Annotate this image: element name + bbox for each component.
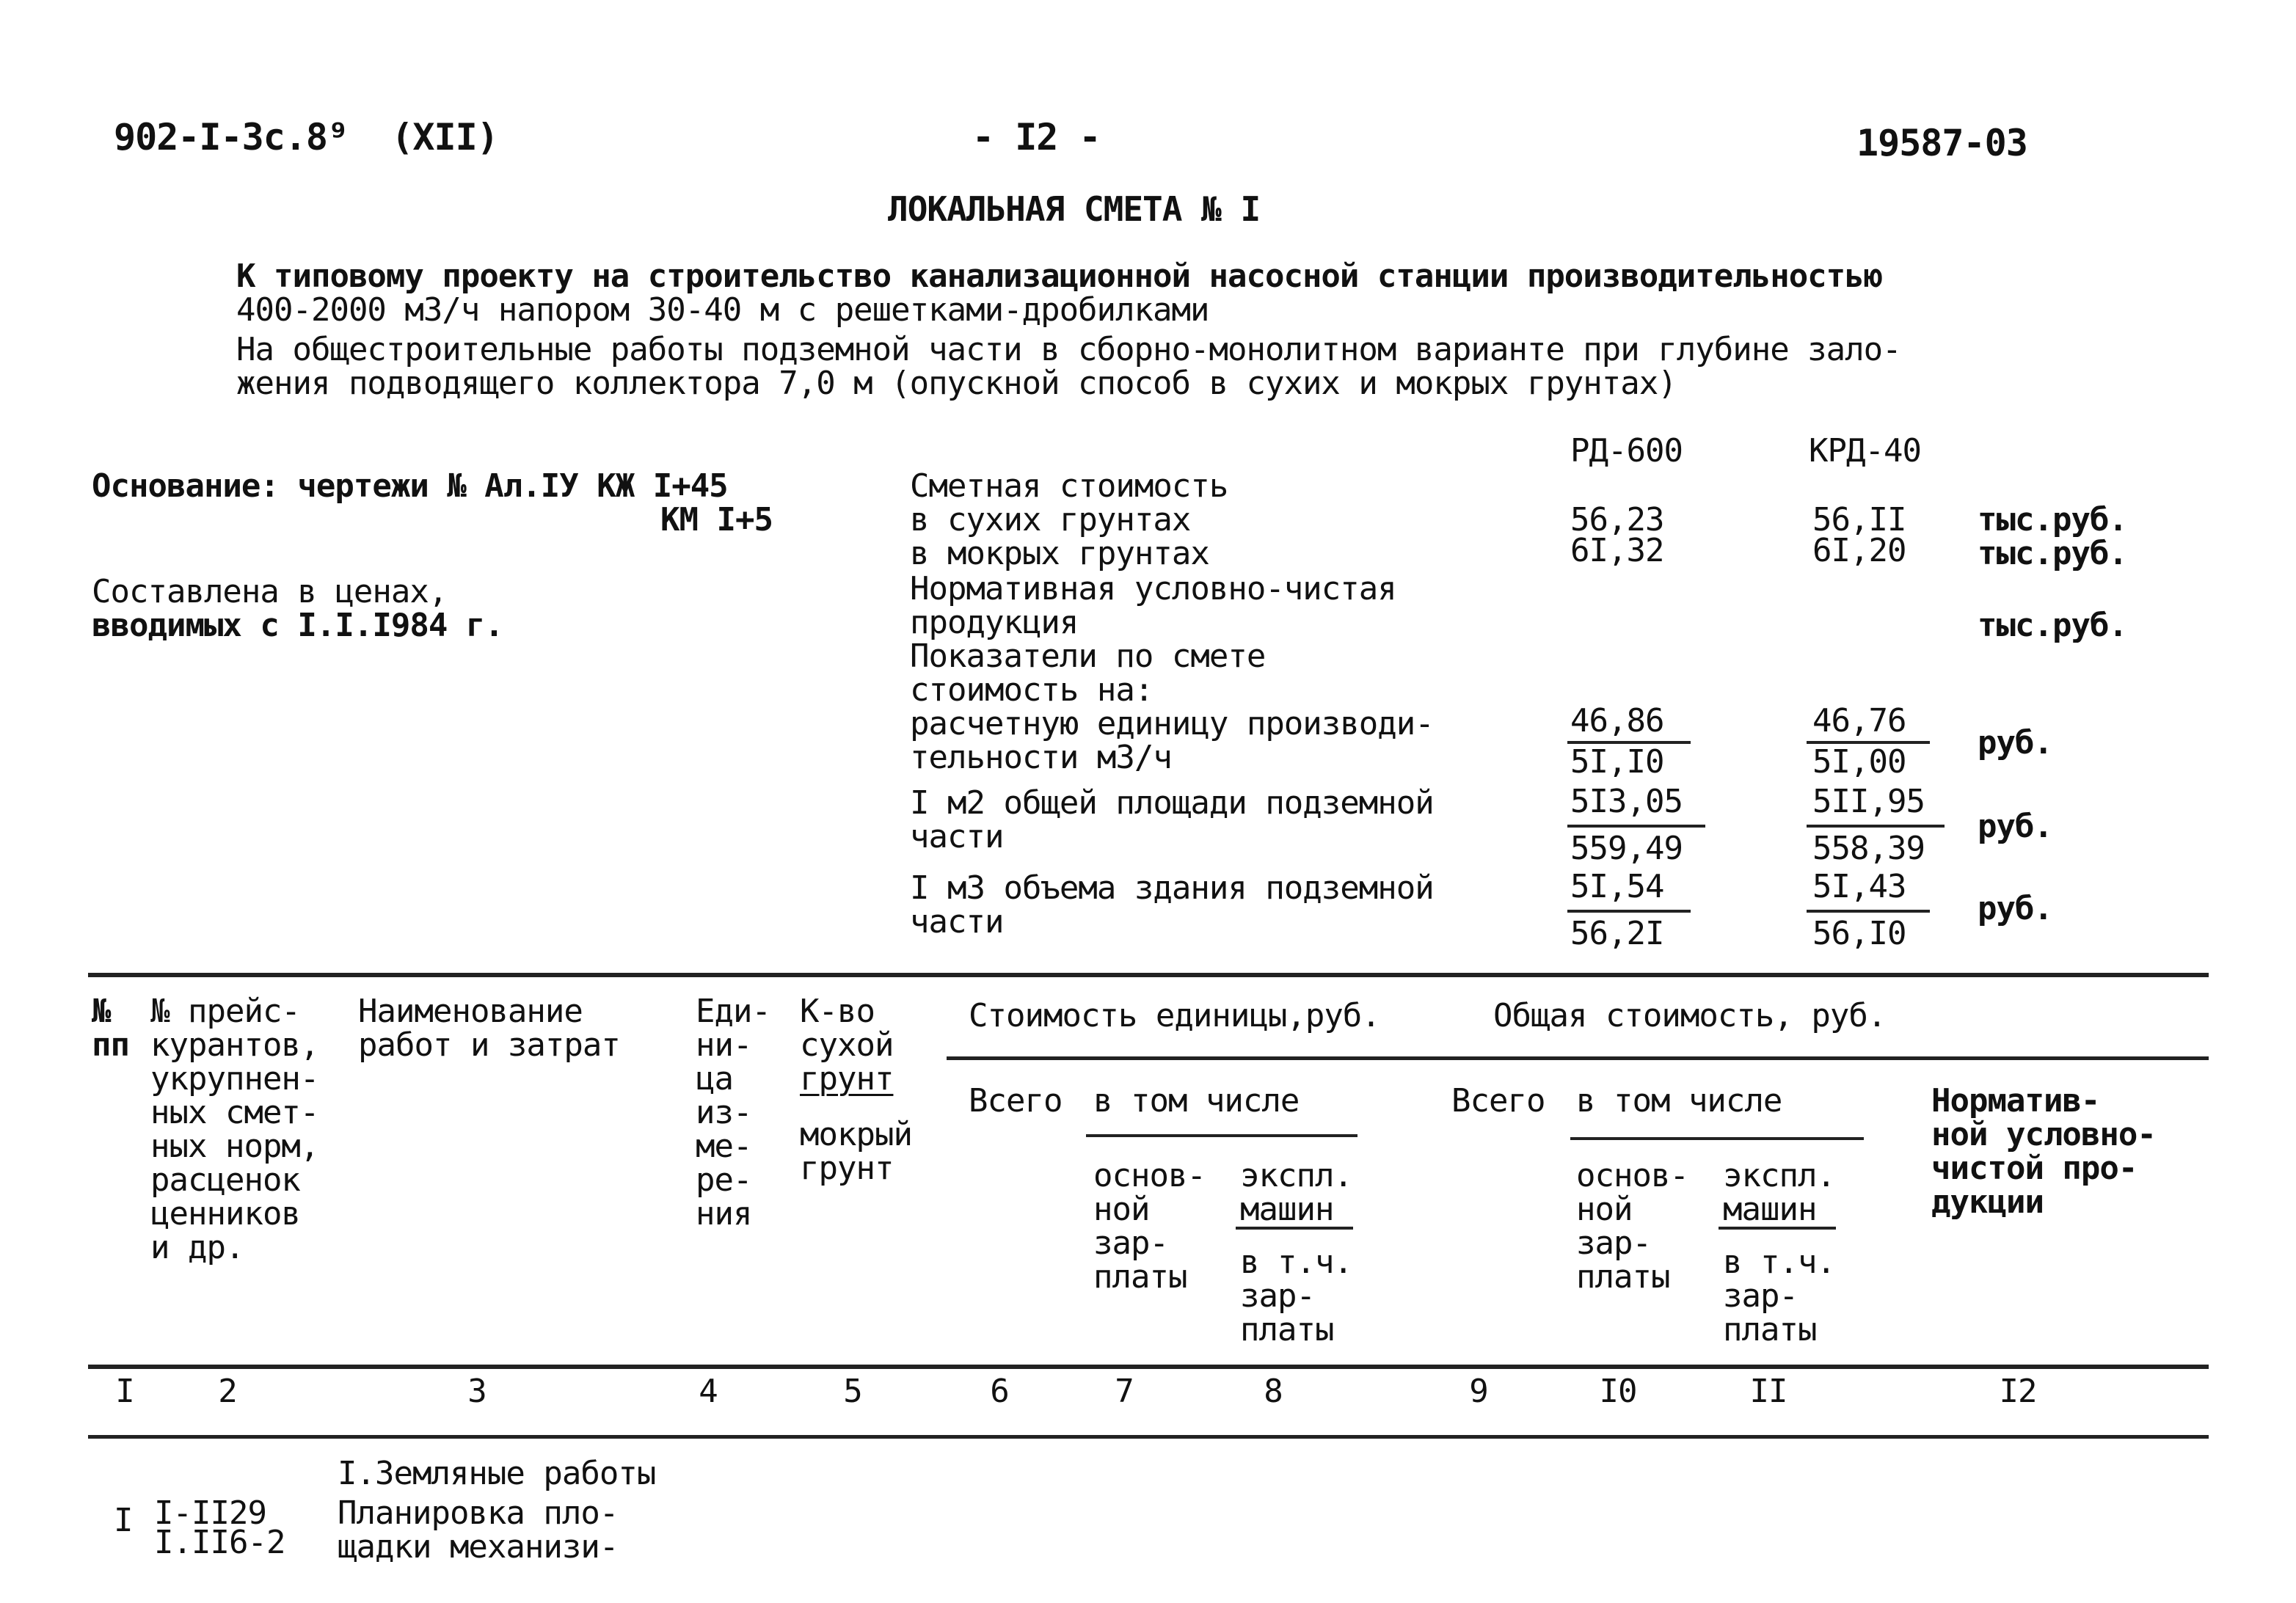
page-title: ЛОКАЛЬНАЯ СМЕТА № I [888,189,1261,229]
intro-line-2: 400-2000 м3/ч напором 30-40 м с решетками-дробилками [236,291,1209,329]
perf-rd-bottom: 5I,I0 [1570,743,1664,781]
norm-unit: тыс.руб. [1978,607,2127,644]
perf-krd-bottom: 5I,00 [1812,743,1906,781]
wet-soil-label: в мокрых грунтах [910,535,1209,572]
dry-unit: тыс.руб. [1978,501,2127,538]
page-number: - I2 - [972,116,1101,158]
header-unit-total: Всего [969,1082,1063,1120]
area-rd-bottom: 559,49 [1570,830,1683,867]
row-1-name-2: щадки механизи- [338,1528,619,1566]
perf-krd-top: 46,76 [1812,702,1906,740]
perf-unit: руб. [1978,724,2052,762]
header-unit-wages: основ- ной зар- платы [1093,1157,1206,1296]
volume-rd-bottom: 56,2I [1570,915,1664,952]
header-total-cost: Общая стоимость, руб. [1493,997,1887,1034]
header-unit: Еди- ни- ца из- ме- ре- ния [696,993,770,1233]
estimated-cost-label: Сметная стоимость [910,467,1228,505]
wet-krd-value: 6I,20 [1812,532,1906,569]
volume-krd-top: 5I,43 [1812,868,1906,905]
wet-unit: тыс.руб. [1978,535,2127,572]
volume-unit: руб. [1978,890,2052,927]
col-number-11: II [1749,1373,1787,1410]
header-work-name: Наименование работ и затрат [358,993,620,1064]
header-norm-production: Норматив- ной условно- чистой про- дукции [1931,1082,2156,1221]
basis-line-1: Основание: чертежи № Ал.IУ КЖ I+45 [92,467,728,505]
header-quantity: К-во сухой [800,993,894,1064]
header-quantity-dry: грунт [800,1060,894,1098]
area-label-1: I м2 общей площади подземной [910,784,1434,822]
header-total-machines-wages: в т.ч. зар- платы [1723,1244,1835,1348]
prices-line-1: Составлена в ценах, [92,573,448,610]
area-krd-bottom: 558,39 [1812,830,1925,867]
perf-label-1: расчетную единицу производи- [910,705,1434,742]
intro-line-4: жения подводящего коллектора 7,0 м (опускной способ в сухих и мокрых грунтах) [236,365,1677,402]
volume-krd-bottom: 56,I0 [1812,915,1906,952]
area-unit: руб. [1978,808,2052,845]
row-1-name-1: Планировка пло- [338,1494,619,1532]
row-1-number: I [114,1502,133,1539]
col-number-9: 9 [1469,1373,1488,1410]
dry-soil-label: в сухих грунтах [910,501,1191,538]
header-item-number: № пп [92,993,129,1064]
header-total-total: Всего [1451,1082,1545,1120]
col-number-6: 6 [990,1373,1009,1410]
header-total-machines: экспл. машин [1723,1157,1835,1228]
cost-group-rule [947,1056,2209,1060]
section-title: I.Земляные работы [338,1455,656,1492]
col-number-1: I [115,1373,134,1410]
dry-rd-value: 56,23 [1570,501,1664,538]
col-number-2: 2 [218,1373,237,1410]
volume-rd-top: 5I,54 [1570,868,1664,905]
column-krd-40: КРД-40 [1809,432,1921,470]
area-krd-top: 5II,95 [1812,783,1925,820]
norm-label-1: Нормативная условно-чистая [910,570,1396,607]
header-unit-including: в том числе [1093,1082,1300,1120]
header-quantity-wet: мокрый грунт [800,1116,912,1187]
header-total-including: в том числе [1576,1082,1782,1120]
dry-krd-value: 56,II [1812,501,1906,538]
col-number-12: I2 [1999,1373,2037,1410]
col-number-5: 5 [843,1373,862,1410]
volume-label-2: части [910,903,1004,941]
prices-line-2: вводимых с I.I.I984 г. [92,607,503,644]
indicators-label-2: стоимость на: [910,671,1154,709]
header-unit-machines-wages: в т.ч. зар- платы [1240,1244,1352,1348]
area-rd-top: 5I3,05 [1570,783,1683,820]
header-price-list: № прейс- курантов, укрупнен- ных смет- ных норм, расценок ценников и др. [150,993,319,1266]
col-number-10: I0 [1599,1373,1637,1410]
col-number-7: 7 [1115,1373,1134,1410]
row-1-code-2: I.II6-2 [154,1524,285,1561]
perf-label-2: тельности м3/ч [910,739,1172,776]
table-top-rule [88,973,2209,977]
intro-line-3: На общестроительные работы подземной части в сборно-монолитном варианте при глубине зало- [236,331,1901,368]
row-1-code-1: I-II29 [154,1494,266,1532]
column-rd-600: РД-600 [1570,432,1683,470]
basis-line-2: КМ I+5 [660,501,773,538]
indicators-label-1: Показатели по смете [910,638,1266,675]
col-number-3: 3 [467,1373,486,1410]
col-number-4: 4 [699,1373,718,1410]
volume-label-1: I м3 объема здания подземной [910,869,1434,907]
header-total-wages: основ- ной зар- платы [1576,1157,1688,1296]
header-unit-cost: Стоимость единицы,руб. [969,997,1380,1034]
norm-label-2: продукция [910,604,1079,641]
header-unit-machines: экспл. машин [1240,1157,1352,1228]
intro-line-1: К типовому проекту на строительство канализационной насосной станции производительностью [236,258,1883,295]
column-numbers-bottom-rule [88,1435,2209,1439]
archive-number: 19587-03 [1856,122,2027,164]
col-number-8: 8 [1264,1373,1283,1410]
perf-rd-top: 46,86 [1570,702,1664,740]
wet-rd-value: 6I,32 [1570,532,1664,569]
column-numbers-top-rule [88,1365,2209,1369]
area-label-2: части [910,818,1004,855]
document-code: 902-I-3c.8⁹ (XII) [114,116,498,158]
